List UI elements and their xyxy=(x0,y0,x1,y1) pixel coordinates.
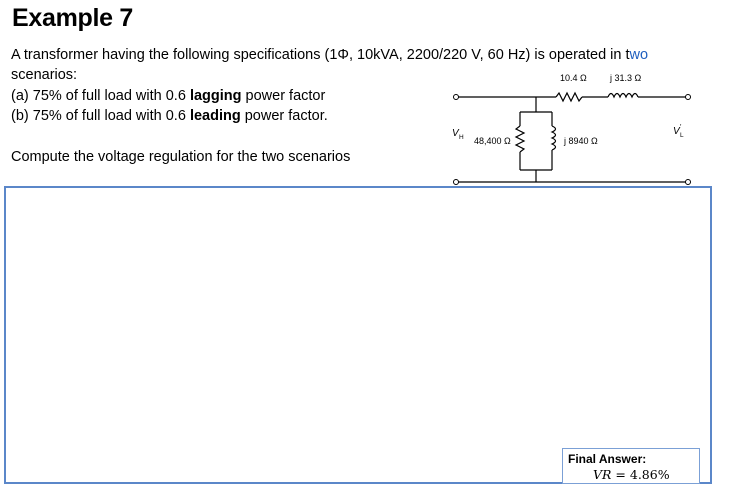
intro-text-cont: , 10kVA, 2200/220 V, 60 Hz) is operated in t xyxy=(349,47,630,63)
primary-voltage-label xyxy=(452,128,464,141)
case-b-bold: leading xyxy=(189,108,241,124)
series-x-label: j 31.3 Ω xyxy=(610,73,642,83)
series-r-label: 10.4 Ω xyxy=(560,73,587,83)
final-answer-variable: VR xyxy=(593,467,612,482)
shunt-x-label: j 8940 Ω xyxy=(564,136,598,146)
highlighted-word: wo xyxy=(629,47,649,63)
series-resistor xyxy=(556,93,582,101)
svg-text:H: H xyxy=(459,134,464,141)
problem-intro-line1 xyxy=(11,47,648,63)
question-text: Compute the voltage regulation for the two scenarios xyxy=(11,149,351,165)
problem-intro-line2: scenarios: xyxy=(11,67,78,83)
answer-area[interactable] xyxy=(4,186,712,484)
case-a-bold: lagging xyxy=(189,88,242,104)
final-answer-box xyxy=(562,448,700,484)
case-b xyxy=(11,108,328,124)
page-title: Example 7 xyxy=(12,4,133,32)
shunt-resistor xyxy=(516,126,524,152)
phase-symbol: Φ xyxy=(337,47,349,63)
svg-text:V: V xyxy=(673,126,680,137)
transformer-equivalent-circuit xyxy=(440,70,700,190)
final-answer-equation: = 4.86% xyxy=(611,467,670,482)
case-b-suffix: power factor. xyxy=(240,108,328,124)
terminal-bottom-right xyxy=(686,180,691,185)
case-a-prefix: (a) 75% of full load with 0.6 xyxy=(11,88,190,104)
final-answer-label: Final Answer: xyxy=(568,452,647,466)
shunt-r-label: 48,400 Ω xyxy=(474,136,511,146)
case-a xyxy=(11,88,325,104)
terminal-bottom-left xyxy=(454,180,459,185)
shunt-inductor xyxy=(552,126,556,150)
terminal-top-right xyxy=(686,95,691,100)
secondary-voltage-label xyxy=(673,124,684,139)
svg-text:′: ′ xyxy=(680,124,682,131)
svg-text:L: L xyxy=(680,132,684,139)
case-b-prefix: (b) 75% of full load with 0.6 xyxy=(11,108,190,124)
svg-text:V: V xyxy=(452,128,459,139)
intro-text: A transformer having the following specifications (1 xyxy=(11,47,338,63)
series-inductor xyxy=(608,94,638,98)
case-a-suffix: power factor xyxy=(241,88,326,104)
final-answer-value xyxy=(593,467,670,482)
terminal-top-left xyxy=(454,95,459,100)
